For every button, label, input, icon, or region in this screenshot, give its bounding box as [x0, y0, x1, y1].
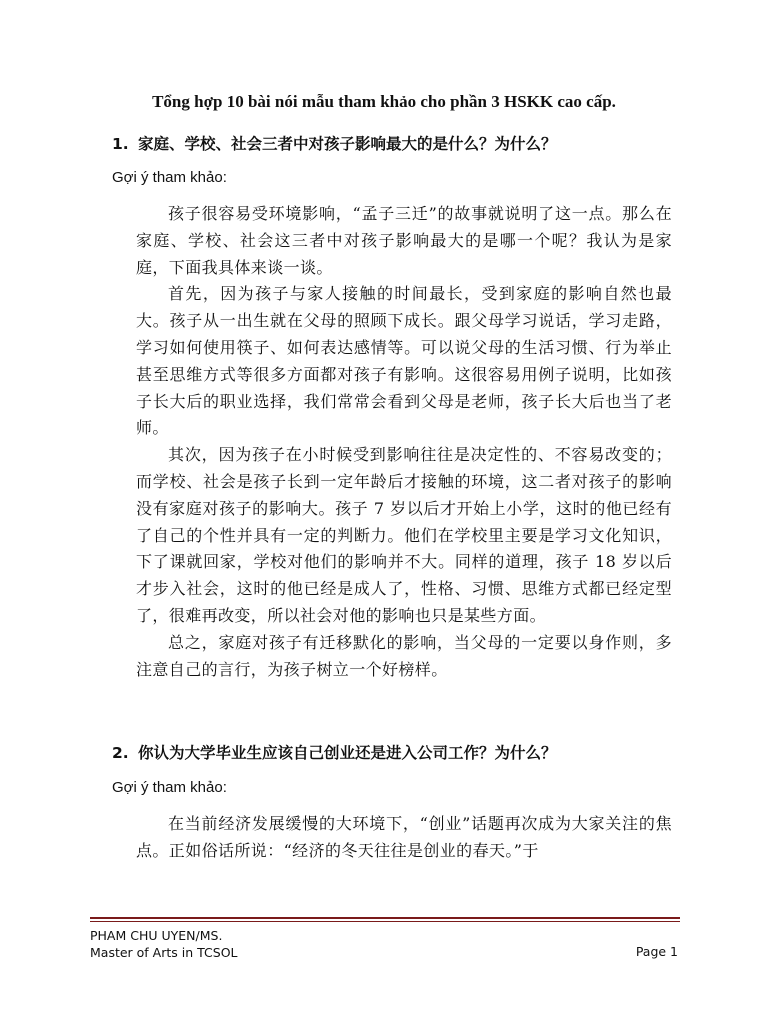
- answer-1-paragraph-3: 其次，因为孩子在小时候受到影响往往是决定性的、不容易改变的；而学校、社会是孩子长到一定年龄后才接触的环境，这二者对孩子的影响没有家庭对孩子的影响大。孩子 7 岁以后才开始上小学，这时的他已经有了自己的个性并具有一定的判断力。他们在学校里主要是学习文化知识，下了课就回家，学校对他们的影响并不大。同样的道理，孩子 18 岁以后才步入社会，这时的他已经是成人了，性格、习惯、思维方式都已经定型了，很难再改变，所以社会对他的影响也只是某些方面。: [136, 445, 672, 625]
- question-1-text: 家庭、学校、社会三者中对孩子影响最大的是什么？为什么？: [138, 135, 557, 153]
- question-2-text: 你认为大学毕业生应该自己创业还是进入公司工作？为什么？: [138, 744, 557, 762]
- question-2-answer: [136, 811, 672, 865]
- question-2-hint: Gợi ý tham khảo:: [112, 779, 227, 796]
- question-1-number: 1.: [112, 135, 129, 153]
- question-1-hint: Gợi ý tham khảo:: [112, 169, 227, 186]
- question-2-heading: [112, 741, 712, 763]
- question-1-heading: [112, 132, 712, 154]
- question-2-number: 2.: [112, 744, 129, 762]
- answer-1-paragraph-1: 孩子很容易受环境影响，“孟子三迁”的故事就说明了这一点。那么在家庭、学校、社会这三者中对孩子影响最大的是哪一个呢？我认为是家庭，下面我具体来谈一谈。: [136, 204, 672, 277]
- footer-author: PHAM CHU UYEN/MS.: [90, 928, 223, 943]
- answer-2-paragraph-1: 在当前经济发展缓慢的大环境下，“创业”话题再次成为大家关注的焦点。正如俗话所说：“经济的冬天往往是创业的春天。”于: [136, 814, 672, 860]
- footer-rule: [90, 917, 680, 919]
- answer-1-paragraph-4: 总之，家庭对孩子有迁移默化的影响，当父母的一定要以身作则，多注意自己的言行，为孩子树立一个好榜样。: [136, 632, 672, 679]
- question-1-answer: [136, 201, 672, 683]
- answer-1-paragraph-2: 首先，因为孩子与家人接触的时间最长，受到家庭的影响自然也最大。孩子从一出生就在父母的照顾下成长。跟父母学习说话，学习走路，学习如何使用筷子、如何表达感情等。可以说父母的生活习惯、行为举止甚至思维方式等很多方面都对孩子有影响。这很容易用例子说明，比如孩子长大后的职业选择，我们常常会看到父母是老师，孩子长大后也当了老师。: [136, 284, 672, 438]
- footer-degree: Master of Arts in TCSOL: [90, 945, 238, 960]
- footer-author-block: [90, 927, 238, 961]
- document-title: Tổng hợp 10 bài nói mẫu tham khảo cho phần 3 HSKK cao cấp.: [152, 92, 616, 111]
- footer-page-number: Page 1: [635, 944, 678, 959]
- footer-rule-thin: [90, 921, 680, 922]
